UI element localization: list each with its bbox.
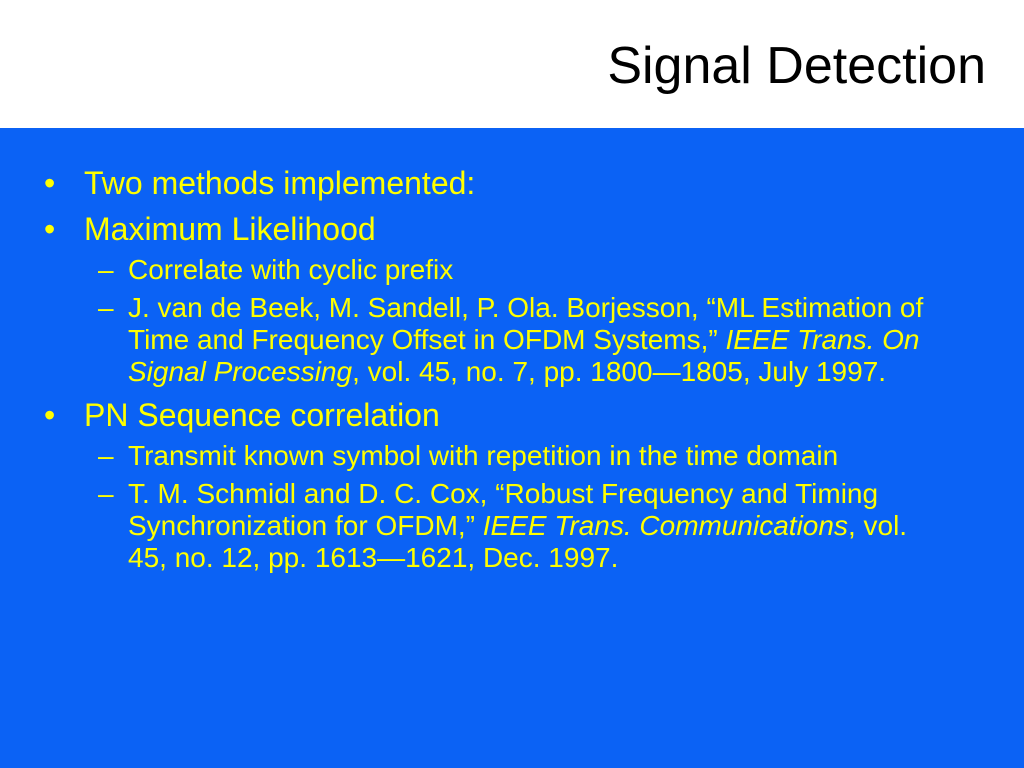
sub-bullet-marker: – (98, 254, 114, 285)
sub-bullet-item (84, 478, 948, 574)
reference-journal: IEEE Trans. On Signal Processing (128, 324, 920, 387)
reference-text (128, 478, 907, 573)
bullet-list (44, 164, 984, 574)
sub-bullet-marker: – (98, 478, 114, 509)
title-band (0, 0, 1024, 128)
sub-bullet-text: Correlate with cyclic prefix (128, 254, 454, 285)
sub-bullet-list (84, 440, 984, 574)
sub-bullet-list (84, 254, 984, 388)
reference-details: , vol. 45, no. 12, pp. 1613—1621, Dec. 1997. (128, 510, 908, 573)
bullet-item (44, 210, 984, 388)
reference-authors-title: J. van de Beek, M. Sandell, P. Ola. Borjesson, “ML Estimation of Time and Frequency Offset in OFDM Systems,” (128, 292, 924, 355)
reference-details: , vol. 45, no. 7, pp. 1800—1805, July 1997. (352, 356, 887, 387)
reference-authors-title: T. M. Schmidl and D. C. Cox, “Robust Frequency and Timing Synchronization for OFDM,” (128, 478, 879, 541)
bullet-text: Maximum Likelihood (84, 211, 376, 247)
sub-bullet-item (84, 292, 948, 388)
slide-title: Signal Detection (607, 37, 986, 95)
bullet-item (44, 396, 984, 574)
bullet-marker: • (44, 211, 56, 247)
content-band (0, 128, 1024, 768)
bullet-item (44, 164, 984, 202)
reference-text (128, 292, 923, 387)
sub-bullet-marker: – (98, 292, 114, 323)
bullet-text: PN Sequence correlation (84, 397, 440, 433)
sub-bullet-text: Transmit known symbol with repetition in the time domain (128, 440, 839, 471)
reference-journal: IEEE Trans. Communications (482, 510, 848, 541)
bullet-text: Two methods implemented: (84, 165, 476, 201)
bullet-marker: • (44, 165, 56, 201)
bullet-marker: • (44, 397, 56, 433)
sub-bullet-item (84, 254, 948, 286)
sub-bullet-marker: – (98, 440, 114, 471)
sub-bullet-item (84, 440, 948, 472)
